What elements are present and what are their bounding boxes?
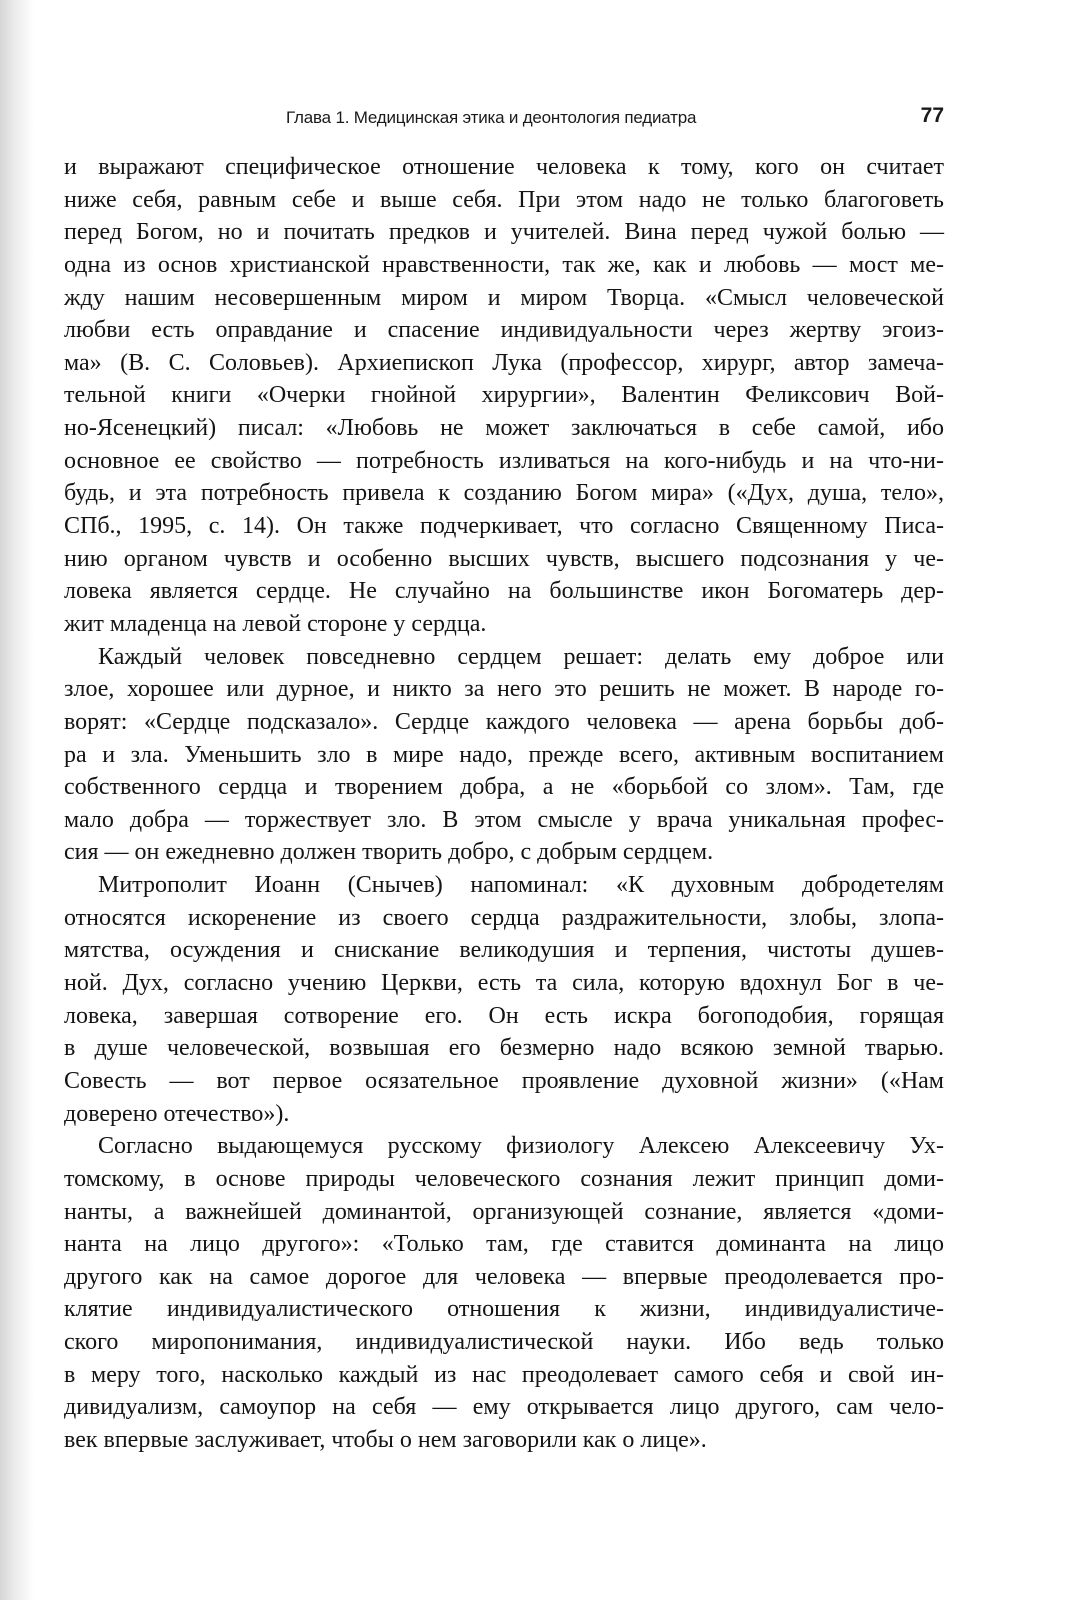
text-line: Совесть — вот первое осязательное проявление духовной жизни» («Нам [64,1067,944,1094]
text-line: нанта на лицо другого»: «Только там, где ставится доминанта на лицо [64,1231,944,1258]
text-line: тельной книги «Очерки гнойной хирургии», Валентин Феликсович Вой- [64,382,944,409]
text-line: ворят: «Сердце подсказало». Сердце каждого человека — арена борьбы доб- [64,708,944,735]
text-line: сия — он ежедневно должен творить добро, с добрым сердцем. [64,839,714,866]
paragraph [64,641,944,869]
text-line: но-Ясенецкий) писал: «Любовь не может заключаться в себе самой, ибо [64,415,944,442]
text-line: нанты, а важнейшей доминантой, организующей сознание, является «доми- [64,1198,944,1225]
text-line: Каждый человек повседневно сердцем решает: делать ему доброе или [98,643,944,670]
paragraph [64,151,944,641]
text-line: злое, хорошее или дурное, и никто за него это решить не может. В народе го- [64,676,944,703]
text-line: одна из основ христианской нравственности, так же, как и любовь — мост ме- [64,251,944,278]
text-line: Митрополит Иоанн (Снычев) напоминал: «К духовным добродетелям [98,872,944,899]
text-line: ной. Дух, согласно учению Церкви, есть та сила, которую вдохнул Бог в че- [64,970,944,997]
text-line: ловека, завершая сотворение его. Он есть искра богоподобия, горящая [64,1002,944,1029]
text-line: СПб., 1995, с. 14). Он также подчеркивает, что согласно Священному Писа- [64,513,944,540]
text-line: мятства, осуждения и снискание великодушия и терпения, чистоты душев- [64,937,944,964]
text-line: доверено отечество»). [64,1100,290,1127]
text-line: в меру того, насколько каждый из нас преодолевает самого себя и свой ин- [64,1361,944,1388]
page-edge-shadow [0,0,34,1600]
paragraph [64,1130,944,1456]
text-line: будь, и эта потребность привела к созданию Богом мира» («Дух, душа, тело», [64,480,944,507]
text-body [64,151,944,1457]
text-line: мало добра — торжествует зло. В этом смысле у врача уникальная профес- [64,806,944,833]
text-line: собственного сердца и творением добра, а не «борьбой со злом». Там, где [64,774,944,801]
text-line: в душе человеческой, возвышая его безмерно надо всякою земной тварью. [64,1035,944,1062]
text-line: томскому, в основе природы человеческого сознания лежит принцип доми- [64,1165,944,1192]
text-line: жду нашим несовершенным миром и миром Творца. «Смысл человеческой [64,284,944,311]
text-line: любви есть оправдание и спасение индивидуальности через жертву эгоиз- [64,317,944,344]
text-line: дивидуализм, самоупор на себя — ему открывается лицо другого, сам чело- [64,1394,944,1421]
text-line: другого как на самое дорогое для человека — впервые преодолевается про- [64,1263,944,1290]
text-line: ловека является сердце. Не случайно на большинстве икон Богоматерь дер- [64,578,944,605]
running-title: Глава 1. Медицинская этика и деонтология педиатра [286,108,697,127]
text-line: и выражают специфическое отношение человека к тому, кого он считает [64,154,944,180]
text-line: ниже себя, равным себе и выше себя. При этом надо не только благоговеть [64,186,944,213]
text-line: перед Богом, но и почитать предков и учителей. Вина перед чужой болью — [64,219,944,246]
text-line: ского миропонимания, индивидуалистической науки. Ибо ведь только [64,1329,944,1356]
text-line: ра и зла. Уменьшить зло в мире надо, прежде всего, активным воспитанием [64,741,944,768]
text-line: основное ее свойство — потребность изливаться на кого-нибудь и на что-ни- [64,447,944,474]
text-line: век впервые заслуживает, чтобы о нем заговорили как о лице». [64,1426,707,1453]
text-line: клятие индивидуалистического отношения к жизни, индивидуалистиче- [64,1296,944,1323]
text-line: Согласно выдающемуся русскому физиологу Алексею Алексеевичу Ух- [98,1133,944,1160]
paragraph [64,869,944,1130]
text-line: нию органом чувств и особенно высших чувств, высшего подсознания у че- [64,545,944,572]
text-line: ма» (В. С. Соловьев). Архиепископ Лука (профессор, хирург, автор замеча- [64,349,944,376]
running-header [64,104,944,134]
text-line: относятся искоренение из своего сердца раздражительности, злобы, злопа- [64,904,944,931]
page-number: 77 [920,104,944,127]
text-line: жит младенца на левой стороне у сердца. [64,610,487,637]
